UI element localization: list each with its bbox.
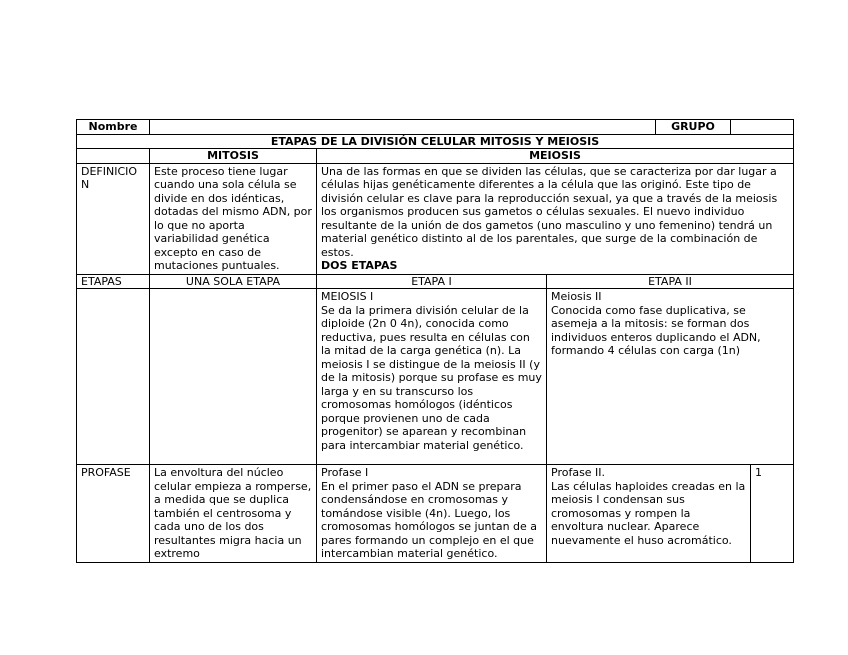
prophase-2-text: Las células haploides creadas en la meiosis I condensan sus cromosomas y rompen la envoltura nuclear. Aparece nuevamente el huso acromático. [551,479,746,547]
meiosis-2-title: Meiosis II [551,290,602,303]
name-field[interactable] [150,120,656,135]
stage-1-header: ETAPA I [317,274,547,289]
meiosis-2-cell [547,289,794,465]
definition-label: DEFINICION [77,163,150,274]
meiosis-2-text: Conocida como fase duplicativa, se asemeja a la mitosis: se forman dos individuos enteros duplicando el ADN, formando 4 células con carga (1n) [551,303,761,357]
meiosis-1-cell [317,289,547,465]
meiosis-header: MEIOSIS [317,149,794,164]
prophase-1-title: Profase I [321,466,369,479]
group-label: GRUPO [656,120,731,135]
page-number: 1 [751,465,794,563]
empty-header-cell [77,149,150,164]
prophase-2-cell [547,465,751,563]
name-row [77,120,794,135]
mitosis-stages: UNA SOLA ETAPA [150,274,317,289]
cell-division-table [76,119,794,563]
table-title: ETAPAS DE LA DIVISIÓN CELULAR MITOSIS Y MEIOSIS [77,134,794,149]
stage-2-header: ETAPA II [547,274,794,289]
mitosis-header: MITOSIS [150,149,317,164]
empty-mitosis-cell [150,289,317,465]
meiosis-1-text: Se da la primera división celular de la diploide (2n 0 4n), conocida como reductiva, pues resulta en células con la mitad de la carga genética (n). La meiosis I se distingue de la meiosis II (y de la mitosis) porque su profase es muy larga y en su transcurso los cromosomas homólogos (idénticos porque provienen uno de cada progenitor) se aparean y recombinan para intercambiar material genético. [321,303,542,452]
meiosis-detail-row [77,289,794,465]
prophase-1-text: En el primer paso el ADN se prepara condensándose en cromosomas y tomándose visible (4n). Luego, los cromosomas homólogos se juntan de a pares formando un complejo en el que intercambian material genético. [321,479,538,560]
prophase-label: PROFASE [77,465,150,563]
stages-label: ETAPAS [77,274,150,289]
meiosis-stage-count: DOS ETAPAS [321,259,398,272]
definition-row [77,163,794,274]
stages-row [77,274,794,289]
title-row [77,134,794,149]
meiosis-definition-cell [317,163,794,274]
empty-label-cell [77,289,150,465]
prophase-row [77,465,794,563]
mitosis-prophase: La envoltura del núcleo celular empieza a romperse, a medida que se duplica también el centrosoma y cada uno de los dos resultantes migra hacia un extremo [150,465,317,563]
name-label: Nombre [77,120,150,135]
meiosis-1-title: MEIOSIS I [321,290,374,303]
prophase-1-cell [317,465,547,563]
group-field[interactable] [731,120,794,135]
mitosis-definition: Este proceso tiene lugar cuando una sola célula se divide en dos idénticas, dotadas del mismo ADN, por lo que no aporta variabilidad genética excepto en caso de mutaciones puntuales. [150,163,317,274]
prophase-2-title: Profase II. [551,466,606,479]
column-header-row [77,149,794,164]
meiosis-definition: Una de las formas en que se dividen las células, que se caracteriza por dar lugar a células hijas genéticamente diferentes a la célula que las originó. Este tipo de división celular es clave para la reproducción sexual, ya que a través de la meiosis los organismos producen sus gametos o células sexuales. El nuevo individuo resultante de la unión de dos gametos (uno masculino y uno femenino) tendrá un material genético distinto al de los parentales, que surge de la combinación de estos. [321,164,778,259]
